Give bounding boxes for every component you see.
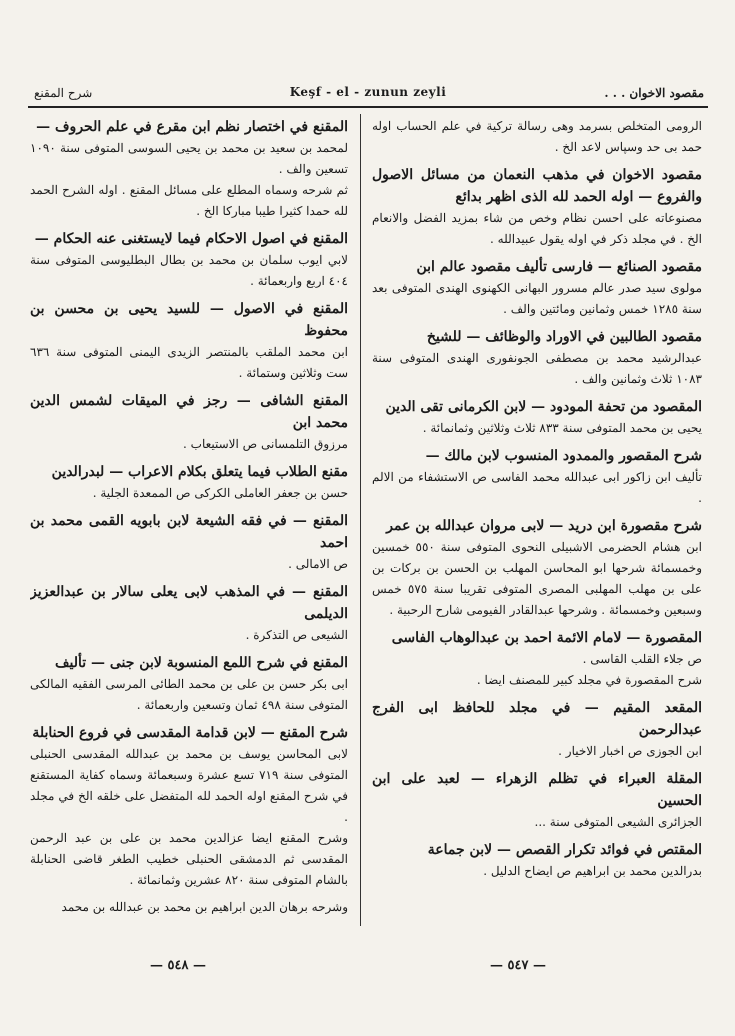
entry-title: مقصود الطالبين في الاوراد والوظائف — للشيخ [426, 329, 702, 345]
entry-body: الجزائرى الشيعى المتوفى سنة ... [534, 815, 702, 829]
entry-title: المقنع — في فقه الشيعة لابن بابويه القمى محمد بن احمد [30, 513, 348, 551]
catalog-entry [30, 652, 348, 716]
entry-body: حسن بن جعفر العاملى الكركى ص الممعدة الجلية . [92, 486, 348, 500]
entry-title: المقنع في اختصار نظم ابن مقرع في علم الحروف — [36, 119, 348, 135]
entry-note: شرح المقصورة في مجلد كبير للمصنف ايضا . [476, 673, 702, 687]
catalog-entry [30, 897, 348, 918]
entry-title: المقصورة — لامام الائمة احمد بن عبدالوهاب الفاسى [391, 630, 702, 646]
entry-body: مولوى سيد صدر عالم مسرور البهانى الكهنوى الهندى المتوفى بعد سنة ١٢٨٥ خمس وثمانين ومائتين والف . [372, 281, 702, 316]
catalog-entry [372, 627, 702, 691]
entry-title: المقلة العبراء في تظلم الزهراء — لعبد على ابن الحسين [372, 771, 702, 809]
entry-body: لمحمد بن سعيد بن محمد بن يحيى السوسى المتوفى سنة ١٠٩٠ تسعين والف . [30, 141, 348, 176]
entry-title: المقنع في شرح اللمع المنسوبة لابن جنى — تأليف [54, 655, 348, 671]
entry-body: وشرحه برهان الدين ابراهيم بن محمد بن عبدالله بن محمد [61, 900, 348, 914]
catalog-entry [372, 164, 702, 250]
entry-body: ص الامالى . [288, 557, 348, 571]
right-column [372, 116, 702, 928]
catalog-entry [372, 445, 702, 509]
catalog-entry [372, 256, 702, 320]
entry-title: المقنع في اصول الاحكام فيما لايستغنى عنه الحكام — [34, 231, 348, 247]
entry-body: ابى بكر حسن بن على بن محمد الطائى المرسى الفقيه المالكى المتوفى سنة ٤٩٨ ثمان وتسعين واربعمائة . [30, 677, 348, 712]
entry-body: ص جلاء القلب القاسى . [582, 652, 702, 666]
center-running-title: Keşf - el - zunun zeyli [289, 85, 447, 99]
entry-note: وشرح المقنع ايضا عزالدين محمد بن على بن عبد الرحمن المقدسى ثم الدمشقى الحنبلى خطيب الطغر قاضى الحنابلة بالشام المتوفى سنة ٨٢٠ عشرين وثمانمائة . [30, 831, 348, 887]
catalog-entry [372, 768, 702, 833]
entry-title: مقنع الطلاب فيما يتعلق بكلام الاعراب — لبدرالدين [51, 464, 348, 480]
catalog-entry [30, 581, 348, 646]
catalog-entry [372, 839, 702, 882]
entry-title: شرح مقصورة ابن دريد — لابى مروان عبدالله بن عمر [386, 518, 702, 534]
left-running-title: شرح المقنع [34, 86, 93, 100]
entry-body: مرزوق التلمسانى ص الاستيعاب . [183, 437, 348, 451]
right-running-title: مقصود الاخوان . . . [604, 86, 704, 100]
entry-body: عبدالرشيد محمد بن مصطفى الجونفورى الهندى المتوفى سنة ١٠٨٣ ثلاث وثمانين والف . [372, 351, 702, 386]
catalog-entry [30, 390, 348, 455]
right-page-number: — ٥٤٧ — [490, 958, 547, 973]
entry-title: المقتص في فوائد تكرار القصص — لابن جماعة [427, 842, 702, 858]
catalog-entry [372, 697, 702, 762]
entry-body: ابن هشام الحضرمى الاشبيلى النحوى المتوفى سنة ٥٥٠ خمسين وخمسمائة شرحها ابو المحاسن المهلب بن الحسن بن بركات بن على بن مهلب المهلبى المصرى المتوفى تقريبا سنة ٥٧٥ خمس وسبعين وخمسمائة . وشرحها عبدالقادر الفيومى شارح الرحبية . [372, 540, 702, 617]
running-header [28, 84, 708, 108]
catalog-entry [30, 298, 348, 384]
catalog-entry [372, 326, 702, 390]
catalog-entry [30, 722, 348, 891]
catalog-entry [30, 116, 348, 222]
catalog-entry [372, 116, 702, 158]
entry-body: الرومى المتخلص بسرمد وهى رسالة تركية في علم الحساب اوله حمد بى حد وسپاس لاعد الخ . [372, 119, 702, 154]
entry-body: ابن محمد الملقب بالمنتصر الزيدى اليمنى المتوفى سنة ٦٣٦ ست وثلاثين وستمائة . [30, 345, 348, 380]
entry-title: المقنع في الاصول — للسيد يحيى بن محسن بن محفوظ [30, 301, 348, 339]
column-divider [360, 114, 361, 926]
catalog-entry [30, 461, 348, 504]
entry-title: مقصود الصنائع — فارسى تأليف مقصود عالم ابن [416, 259, 702, 275]
entry-body: ابن الجوزى ص اخبار الاخيار . [558, 744, 702, 758]
entry-title: مقصود الاخوان في مذهب النعمان من مسائل الاصول والفروع — اوله الحمد لله الذى اظهر بدائع [372, 167, 702, 205]
entry-title: المقنع — في المذهب لابى يعلى سالار بن عبدالعزيز الديلمى [30, 584, 348, 622]
entry-note: ثم شرحه وسماه المطلع على مسائل المقنع . اوله الشرح الحمد لله حمدا كثيرا طيبا مباركا الخ . [30, 183, 348, 218]
left-page-number: — ٥٤٨ — [150, 958, 207, 973]
entry-title: شرح المقصور والممدود المنسوب لابن مالك — [425, 448, 702, 464]
catalog-entry [30, 510, 348, 575]
entry-title: المقنع الشافى — رجز في الميقات لشمس الدين محمد ابن [30, 393, 348, 431]
entry-body: لابي ايوب سلمان بن محمد بن بطال البطليوسى المتوفى سنة ٤٠٤ اربع واربعمائة . [30, 253, 348, 288]
entry-title: شرح المقنع — لابن قدامة المقدسى في فروع الحنابلة [32, 725, 348, 741]
entry-body: الشيعى ص التذكرة . [245, 628, 348, 642]
catalog-entry [372, 515, 702, 621]
entry-body: يحيى بن محمد المتوفى سنة ٨٣٣ ثلاث وثلاثين وثمانمائة . [422, 421, 702, 435]
entry-title: المقعد المقيم — في مجلد للحافظ ابى الفرج عبدالرحمن [372, 700, 702, 738]
catalog-entry [30, 228, 348, 292]
entry-title: المقصود من تحفة المودود — لابن الكرمانى تقى الدين [385, 399, 702, 415]
left-column [30, 116, 348, 928]
entry-body: مصنوعاته على احسن نظام وخص من شاء بمزيد الفضل والانعام الخ . في مجلد ذكر في اوله يقول عبيدالله . [372, 211, 702, 246]
catalog-entry [372, 396, 702, 439]
entry-body: بدرالدين محمد بن ابراهيم ص ايضاح الدليل . [483, 864, 702, 878]
entry-body: تأليف ابن زاكور ابى عبدالله محمد الفاسى ص الاستشفاء من الالم . [372, 470, 702, 505]
entry-body: لابى المحاسن يوسف بن محمد بن عبدالله المقدسى الحنبلى المتوفى سنة ٧١٩ تسع عشرة وسبعمائة وسماه كفاية المستقنع في شرح المقنع اوله الحمد لله المتفضل على خلقه الخ في مجلد . [30, 747, 348, 824]
